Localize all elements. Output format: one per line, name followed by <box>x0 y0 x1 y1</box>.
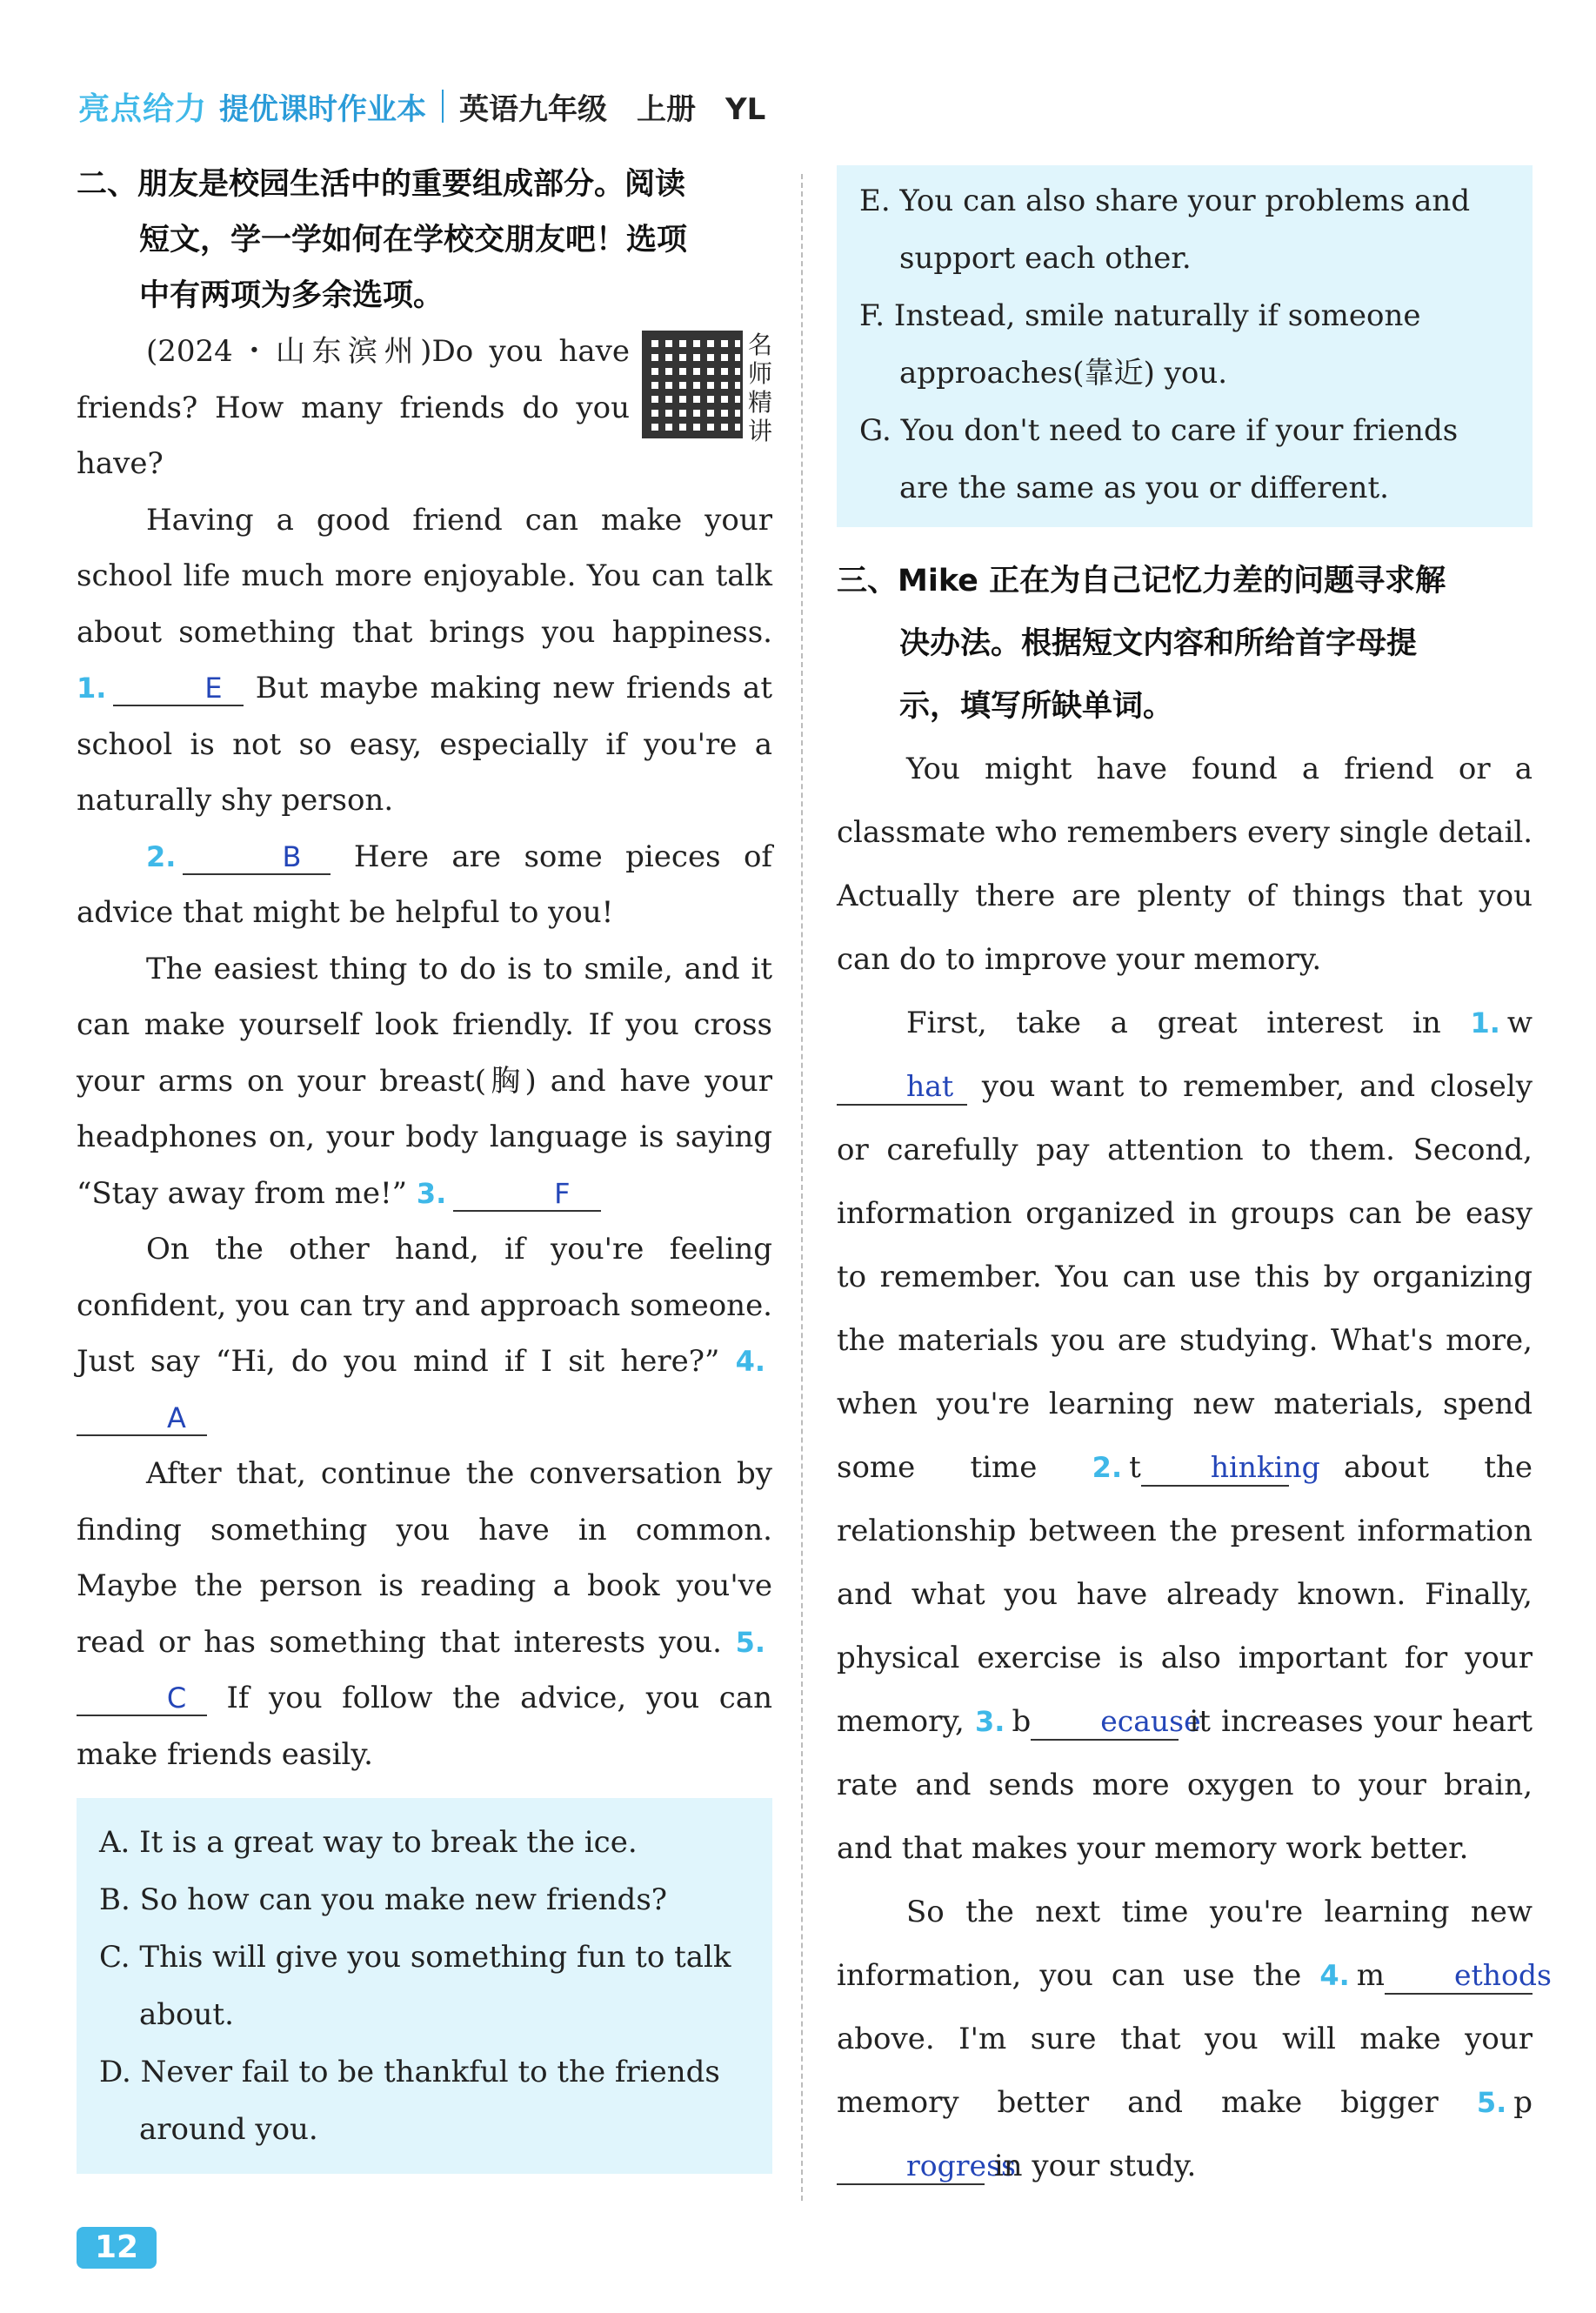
option-f: F. Instead, smile naturally if someone approaches(靠近) you. <box>859 298 1421 391</box>
passage-paragraph: First, take a great interest in 1. what you want to remember, and closely or carefully pay attention to them. Second, information organized in groups can be easy to remember. You can use this by organizing the materials you are studying. What's more, when you're learning new materials, spend some time 2. t hinking about the relationship between the present information and what you have already known. Finally, physical exercise is also important for your memory, 3. b ecause it increases your heart rate and sends more oxygen to your brain, and that makes your memory work better. <box>837 1006 1533 1866</box>
qr-code-block[interactable] <box>642 331 772 452</box>
passage-paragraph: After that, continue the conversation by finding something you have in common. Maybe the person is reading a book you've read or has something that interests you. 5.C If you follow the advice, you can make friends easily. <box>77 1456 772 1772</box>
qr-label: 名师精讲 <box>747 331 772 445</box>
passage-paragraph: Having a good friend can make your school life much more enjoyable. You can talk about something that brings you happiness. 1. E But maybe making new friends at school is not so easy, especially if you're a naturally shy person. <box>77 502 772 818</box>
question-number: 4. <box>1319 1959 1350 1992</box>
question-number: 5. <box>735 1625 765 1659</box>
section-three-title: 三、Mike 正在为自己记忆力差的问题寻求解 决办法。根据短文内容和所给首字母提 示，填写所缺单词。 <box>837 564 1446 724</box>
answer-blank[interactable]: rogress <box>837 2149 985 2185</box>
grade-info: 英语九年级 上册 YL <box>459 91 766 127</box>
option-c: C. This will give you something fun to talk about. <box>99 1940 731 2032</box>
page-number: 12 <box>77 2227 157 2269</box>
option-b: B. So how can you make new friends? <box>99 1882 667 1917</box>
passage-paragraph: So the next time you're learning new information, you can use the 4. m ethods above. I'm sure that you will make your memory better and make bigger 5. progress in your study. <box>837 1895 1552 2183</box>
answer-blank[interactable]: A <box>77 1401 207 1436</box>
brand-logo: 亮点给力 <box>78 90 208 127</box>
answer-blank[interactable]: C <box>77 1681 207 1716</box>
initial-letter: t <box>1129 1450 1141 1485</box>
option-a: A. It is a great way to break the ice. <box>99 1825 638 1860</box>
answer-blank[interactable]: E <box>113 672 244 706</box>
question-number: 3. <box>416 1176 447 1210</box>
answer-blank[interactable]: hat <box>837 1069 967 1106</box>
options-box <box>77 1798 772 2174</box>
option-e: E. You can also share your problems and support each other. <box>859 184 1471 276</box>
initial-letter: p <box>1513 2085 1533 2120</box>
options-box-continued <box>837 165 1533 527</box>
initial-letter: w <box>1506 1006 1533 1040</box>
answer-blank[interactable]: hinking <box>1141 1450 1289 1487</box>
option-d: D. Never fail to be thankful to the friends around you. <box>99 2055 720 2147</box>
passage-source: (2024・山东滨州)Do you have friends? How many friends do you have? <box>77 334 630 481</box>
answer-blank[interactable]: F <box>453 1177 601 1212</box>
question-number: 2. <box>1092 1451 1123 1484</box>
right-column <box>837 165 1552 2198</box>
question-number: 1. <box>77 672 107 705</box>
passage-paragraph: On the other hand, if you're feeling confident, you can try and approach someone. Just say “Hi, do you mind if I sit here?” 4.A <box>77 1221 772 1446</box>
section-two <box>77 157 772 2174</box>
question-number: 5. <box>1476 2086 1507 2119</box>
header-divider <box>442 90 444 123</box>
qr-code-icon[interactable] <box>642 331 743 438</box>
question-number: 1. <box>1470 1006 1500 1040</box>
question-number: 2. <box>146 839 177 873</box>
column-divider <box>801 174 803 2201</box>
initial-letter: b <box>1012 1704 1032 1739</box>
answer-blank[interactable]: B <box>183 840 331 875</box>
passage-paragraph: You might have found a friend or a classmate who remembers every single detail. Actually there are plenty of things that you can do to improve your memory. <box>837 752 1533 977</box>
passage-paragraph: 2. B Here are some pieces of advice that might be helpful to you! <box>77 839 772 930</box>
option-g: G. You don't need to care if your friends are the same as you or different. <box>859 413 1459 505</box>
answer-blank[interactable]: ethods <box>1385 1958 1533 1995</box>
passage-paragraph: The easiest thing to do is to smile, and it can make yourself look friendly. If you cross your arms on your breast(胸) and have your headphones on, your body language is saying “Stay away from me!” 3. F <box>77 951 772 1211</box>
question-number: 3. <box>975 1705 1005 1738</box>
initial-letter: m <box>1356 1958 1386 1993</box>
question-number: 4. <box>735 1345 765 1378</box>
book-title: 提优课时作业本 <box>219 91 427 127</box>
page-header <box>78 80 765 132</box>
answer-blank[interactable]: ecause <box>1031 1704 1179 1741</box>
section-two-title: 二、朋友是校园生活中的重要组成部分。阅读 短文，学一学如何在学校交朋友吧！选项 中有两项为多余选项。 <box>77 167 688 313</box>
